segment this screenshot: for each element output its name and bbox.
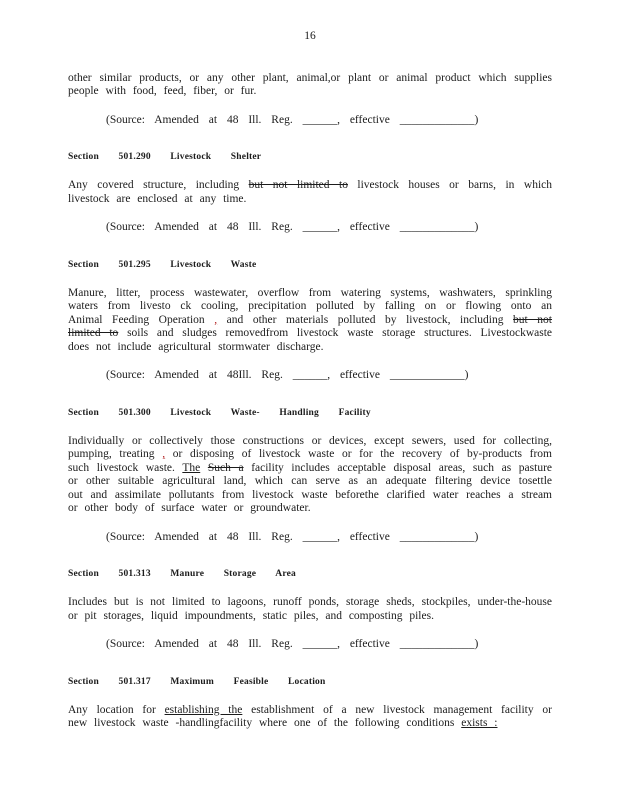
section-heading-501-300: Section 501.300 Livestock Waste- Handling Facility xyxy=(68,407,371,418)
paragraph-501-300 xyxy=(68,435,552,516)
section-heading-501-313: Section 501.313 Manure Storage Area xyxy=(68,569,296,579)
text-segment-u: exists : xyxy=(461,717,498,729)
text-segment-ins: , xyxy=(162,448,166,460)
text-segment: Any covered structure, including xyxy=(68,179,249,191)
source-line-2: (Source: Amended at 48 Ill. Reg. ______, effective _____________) xyxy=(106,221,479,233)
section-heading-501-317: Section 501.317 Maximum Feasible Location xyxy=(68,676,326,687)
text-segment-u: establishing the xyxy=(164,703,243,716)
page-number: 16 xyxy=(304,30,316,42)
text-segment: soils and sludges removedfrom livestock waste storage structures. Livestockwaste does not include agricultural stormwater discharge. xyxy=(68,327,552,353)
text-segment-strike: but not limited to xyxy=(68,313,553,339)
text-segment: facility includes acceptable disposal areas, such as pasture or other suitable agricultural land, which can serve as an adequate filtering device tosettle out and assimilate pollutants from livestock waste beforethe clarified water reaches a stream or other body of surface water or groundwater. xyxy=(68,461,553,514)
source-line-4: (Source: Amended at 48 Ill. Reg. ______, effective _____________) xyxy=(106,530,479,543)
paragraph-501-290 xyxy=(68,179,552,206)
text-segment: or disposing of livestock waste or for the recovery of by-products from such livestock waste. xyxy=(68,448,552,474)
text-segment: Manure, litter, process wastewater, overflow from watering systems, washwaters, sprinkling waters from livesto ck cooling, precipitation polluted by falling on or flowing onto an Animal Feeding Operation xyxy=(68,286,552,326)
text-segment: establishment of a new livestock management facility or new livestock waste -handlingfacility where one of the following conditions xyxy=(68,703,552,729)
source-line-3: (Source: Amended at 48Ill. Reg. ______, effective _____________) xyxy=(106,369,469,381)
paragraph-501-295 xyxy=(68,287,552,355)
paragraph-501-313 xyxy=(68,596,552,623)
text-segment: Any location for xyxy=(68,703,165,716)
text-segment: livestock houses or barns, in which livestock are enclosed at any time. xyxy=(68,179,552,205)
section-heading-501-290: Section 501.290 Livestock Shelter xyxy=(68,152,262,162)
paragraph-501-317 xyxy=(68,704,552,731)
source-line-5: (Source: Amended at 48 Ill. Reg. ______, effective _____________) xyxy=(106,638,479,650)
text-segment: Includes but is not limited to lagoons, runoff ponds, storage sheds, stockpiles, under-the-house or pit storages, liquid impoundments, static piles, and composting piles. xyxy=(68,596,552,622)
text-segment: Individually or collectively those constructions or devices, except sewers, used for collecting, pumping, treating xyxy=(68,434,552,460)
text-segment-u: The xyxy=(182,461,201,474)
paragraph-intro-continuation xyxy=(68,72,552,99)
text-segment-strike: Such a xyxy=(207,461,244,474)
text-segment-strike: but not limited to xyxy=(248,179,348,191)
text-segment: and other materials polluted by livestock, including xyxy=(217,313,514,326)
section-heading-501-295: Section 501.295 Livestock Waste xyxy=(68,259,257,270)
text-segment xyxy=(200,462,208,474)
source-line-1: (Source: Amended at 48 Ill. Reg. ______, effective _____________) xyxy=(106,113,479,126)
text-segment-ins: , xyxy=(214,313,218,326)
text-segment: other similar products, or any other plant, animal,or plant or animal product which supplies people with food, feed, fiber, or fur. xyxy=(68,71,552,97)
